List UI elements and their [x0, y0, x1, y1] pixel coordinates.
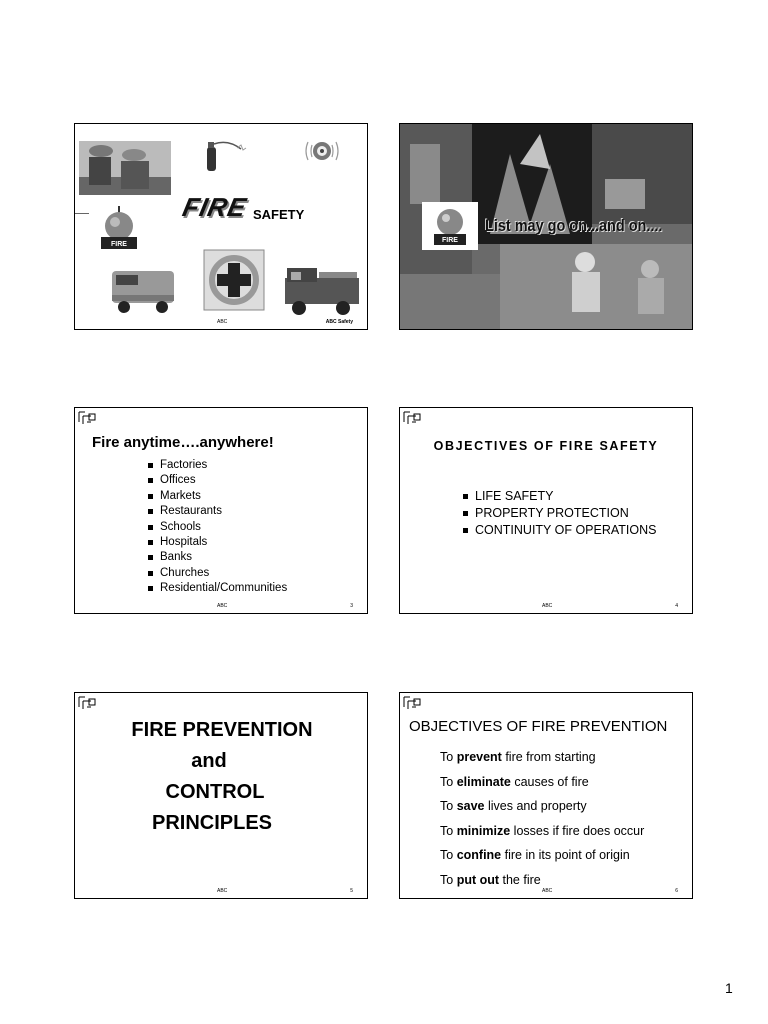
footer-left: ABC [217, 888, 228, 894]
list-item: Residential/Communities [147, 581, 287, 596]
slide-1-title: SAFETY [253, 207, 305, 222]
corner-decoration-icon [402, 410, 424, 426]
slide-3-title: Fire anytime….anywhere! [92, 434, 274, 451]
objective-item: To eliminate causes of fire [440, 774, 589, 789]
ambulance-icon [108, 265, 178, 315]
corner-decoration-icon [77, 410, 99, 426]
prevention-objectives [440, 750, 644, 898]
list-item: Offices [147, 473, 287, 488]
objectives-list [462, 488, 662, 539]
fire-bell-icon [97, 206, 141, 254]
svg-text:FIRE: FIRE [442, 237, 458, 244]
objective-item: To save lives and property [440, 799, 587, 814]
overlay-text: List may go on...and on.... [485, 216, 663, 235]
title-line: FIRE PREVENTION [131, 719, 313, 741]
objective-item: To minimize losses if fire does occur [440, 823, 645, 838]
page-number: 1 [725, 980, 733, 996]
objective-item: To confine fire in its point of origin [440, 848, 630, 863]
list-item: Hospitals [147, 535, 287, 550]
list-item: Restaurants [147, 504, 287, 519]
list-item: CONTINUITY OF OPERATIONS [462, 522, 662, 539]
title-line: PRINCIPLES [151, 812, 273, 834]
fire-extinguisher-icon [203, 139, 251, 173]
list-item: LIFE SAFETY [462, 488, 662, 505]
list-item: Factories [147, 458, 287, 473]
slide-3 [74, 407, 368, 614]
slide-6 [399, 692, 693, 899]
footer-right: 3 [350, 603, 353, 609]
slide-5-title [75, 715, 368, 839]
footer-left: ABC [542, 603, 553, 609]
place-list [147, 458, 287, 597]
footer-right: 4 [675, 603, 678, 609]
footer-left: ABC [217, 603, 228, 609]
list-item: Churches [147, 566, 287, 581]
slide-1 [74, 123, 368, 330]
fire-truck-icon [283, 260, 361, 316]
corner-decoration-icon [402, 695, 424, 711]
first-aid-sign-icon [203, 249, 265, 311]
title-line: and [191, 750, 227, 772]
list-item: PROPERTY PROTECTION [462, 505, 662, 522]
slide-5 [74, 692, 368, 899]
slide-6-title: OBJECTIVES OF FIRE PREVENTION [409, 718, 668, 735]
footer-left: ABC [217, 319, 228, 325]
footer-right: ABC Safety [325, 319, 353, 325]
title-line: CONTROL [165, 781, 265, 803]
divider [75, 213, 89, 214]
firefighters-photo [79, 141, 171, 195]
slide-2 [399, 123, 693, 330]
fire-bell-icon [422, 202, 478, 250]
slide-4 [399, 407, 693, 614]
svg-text:FIRE: FIRE [111, 241, 127, 248]
footer-right: 5 [350, 888, 353, 894]
alarm-icon [301, 134, 343, 168]
list-item: Banks [147, 550, 287, 565]
footer-left: ABC [542, 888, 553, 894]
objective-item: To prevent fire from starting [440, 750, 596, 764]
footer-right: 6 [675, 888, 678, 894]
list-item: Markets [147, 489, 287, 504]
corner-decoration-icon [77, 695, 99, 711]
fire-word-logo: FIRE [179, 192, 250, 222]
objective-item: To put out the fire [440, 872, 541, 887]
list-item: Schools [147, 520, 287, 535]
slide-4-title: OBJECTIVES OF FIRE SAFETY [433, 439, 659, 453]
